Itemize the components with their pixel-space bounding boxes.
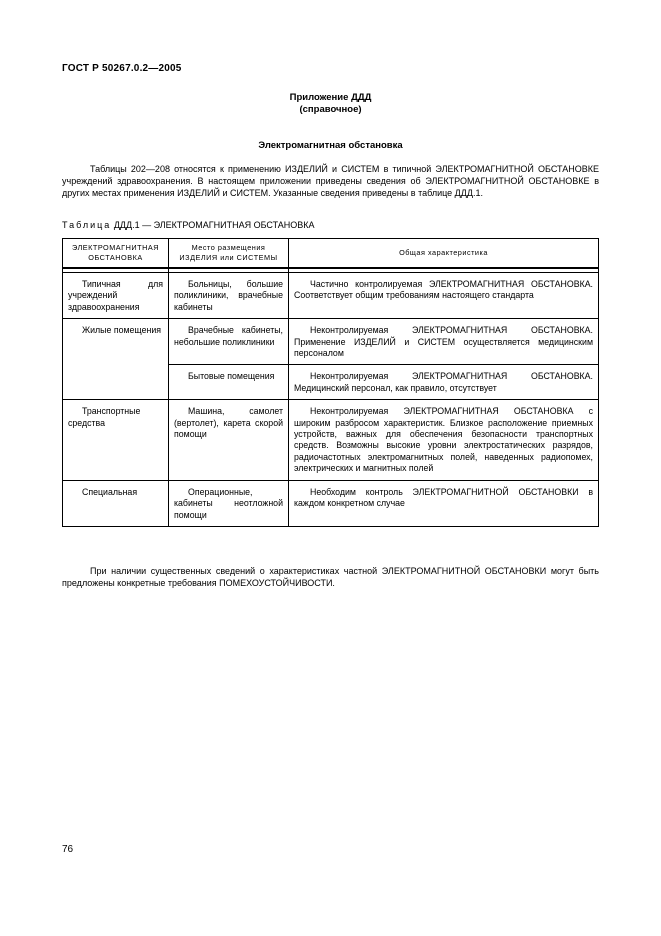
cell-environment: Специальная [63, 480, 169, 526]
cell-environment: Жилые помещения [63, 319, 169, 400]
table-row [63, 400, 599, 480]
conclusion-paragraph: При наличии существенных сведений о характеристиках частной ЭЛЕКТРОМАГНИТНОЙ ОБСТАНОВКИ могут быть предложены конкретные требования ПОМЕХОУСТОЙЧИВОСТИ. [62, 566, 599, 588]
table-row [63, 319, 599, 365]
cell-characteristics: Частично контролируемая ЭЛЕКТРОМАГНИТНАЯ ОБСТАНОВКА. Соответствует общим требованиям настоящего стандарта [289, 273, 599, 319]
cell-environment: Типичная для учреждений здравоохранения [63, 273, 169, 319]
cell-characteristics: Необходим контроль ЭЛЕКТРОМАГНИТНОЙ ОБСТАНОВКИ в каждом конкретном случае [289, 480, 599, 526]
appendix-title: Приложение ДДД [289, 92, 372, 103]
appendix-heading [0, 92, 661, 116]
cell-placement: Врачебные кабинеты, небольшие поликлиники [169, 319, 289, 365]
cell-placement: Бытовые помещения [169, 365, 289, 400]
cell-characteristics: Неконтролируемая ЭЛЕКТРОМАГНИТНАЯ ОБСТАНОВКА с широким разбросом характеристик. Близкое расположение приемных устройств, важных для обеспечения безопасности транспортных средств. Возможны высокие уровни электростатических разрядов, радиочастотных электромагнитных полей, наведенных радиопомех, электрических и магнитных полей [289, 400, 599, 480]
appendix-subtitle: (справочное) [299, 104, 362, 115]
header-environment: ЭЛЕКТРОМАГНИТНАЯ ОБСТАНОВКА [63, 239, 169, 269]
table-row [63, 480, 599, 526]
cell-placement: Больницы, большие поликлиники, врачебные кабинеты [169, 273, 289, 319]
page-number: 76 [62, 844, 74, 855]
environment-table [62, 238, 599, 527]
intro-paragraph: Таблицы 202—208 относятся к применению ИЗДЕЛИЙ и СИСТЕМ в типичной ЭЛЕКТРОМАГНИТНОЙ ОБСТАНОВКЕ учреждений здравоохранения. В настоящем приложении приведены сведения об ЭЛЕКТРОМАГНИТНОЙ ОБСТАНОВКЕ в других местах применения ИЗДЕЛИЙ и СИСТЕМ. Указанные сведения приведены в таблице ДДД.1. [62, 164, 599, 198]
cell-characteristics: Неконтролируемая ЭЛЕКТРОМАГНИТНАЯ ОБСТАНОВКА. Применение ИЗДЕЛИЙ и СИСТЕМ осуществляется медицинским персоналом [289, 319, 599, 365]
document-code: ГОСТ Р 50267.0.2—2005 [62, 63, 182, 74]
table-header-row [63, 239, 599, 269]
table-row [63, 273, 599, 319]
cell-placement: Машина, самолет (вертолет), карета скорой помощи [169, 400, 289, 480]
cell-characteristics: Неконтролируемая ЭЛЕКТРОМАГНИТНАЯ ОБСТАНОВКА. Медицинский персонал, как правило, отсутствует [289, 365, 599, 400]
header-placement: Место размещения ИЗДЕЛИЯ или СИСТЕМЫ [169, 239, 289, 269]
table-caption-text: ДДД.1 — ЭЛЕКТРОМАГНИТНАЯ ОБСТАНОВКА [113, 220, 315, 230]
section-title: Электромагнитная обстановка [258, 140, 403, 151]
table-caption-prefix: Таблица [62, 220, 112, 230]
cell-placement: Операционные, кабинеты неотложной помощи [169, 480, 289, 526]
table-caption [62, 220, 315, 230]
header-characteristics: Общая характеристика [289, 239, 599, 269]
cell-environment: Транспортные средства [63, 400, 169, 480]
